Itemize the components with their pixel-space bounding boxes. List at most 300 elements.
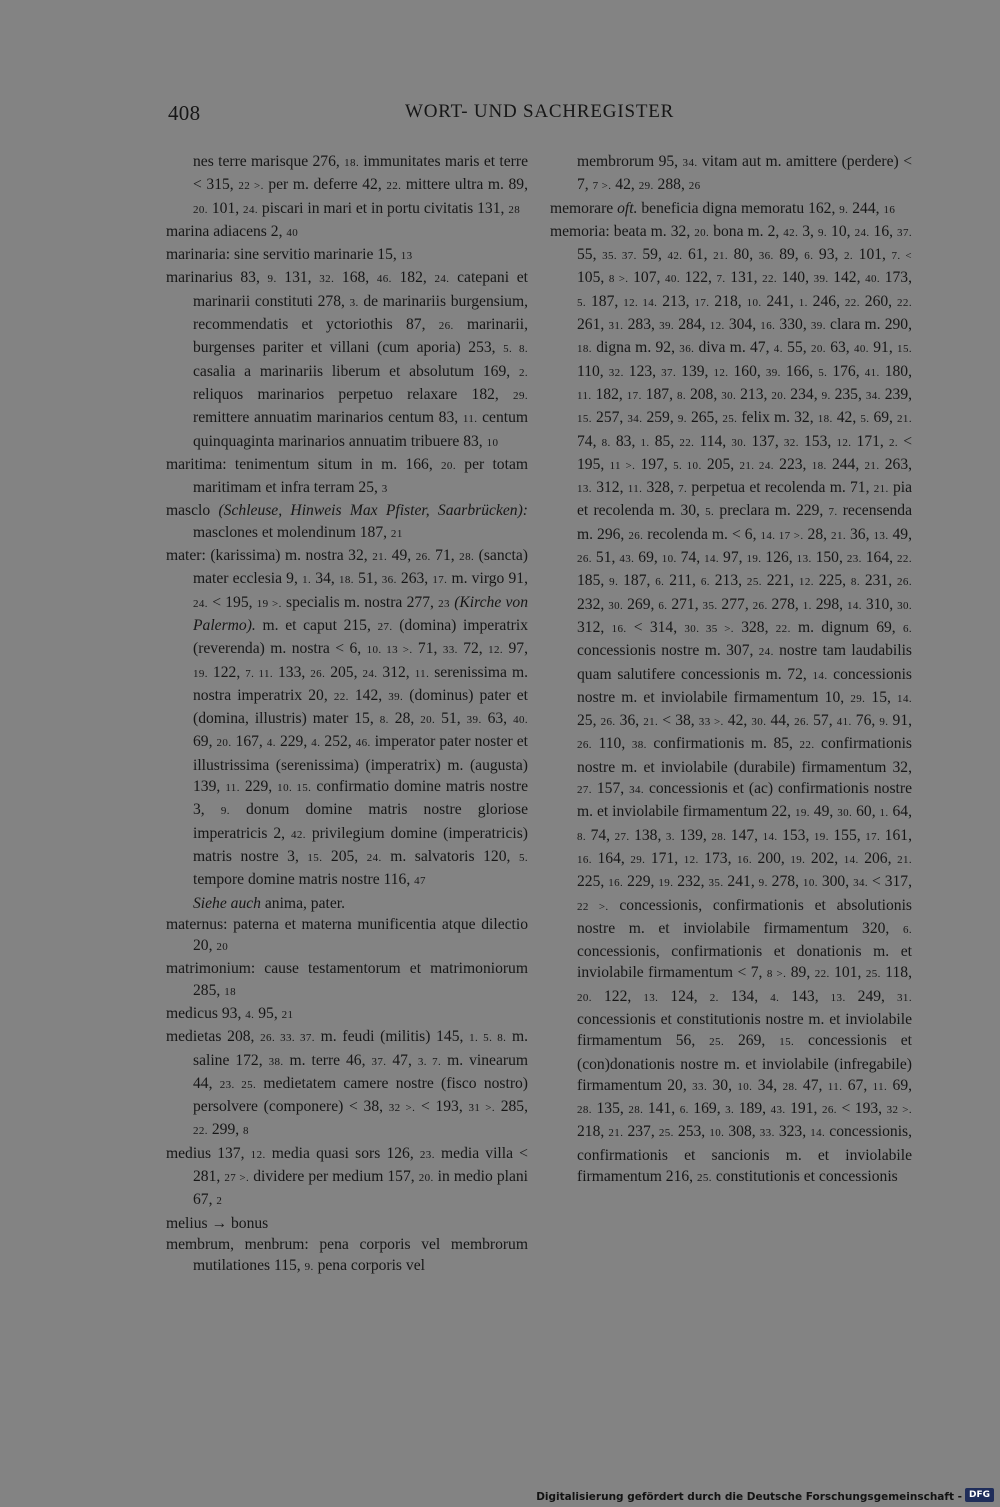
line-reference: 8 >.	[766, 968, 787, 981]
line-reference: 22.	[814, 968, 830, 981]
entry-text: (domina) imperatrix (reverenda) m. nostra < 6,	[193, 616, 528, 658]
entry-text: 51,	[353, 570, 382, 588]
entry-text: 122,	[207, 663, 246, 681]
entry-text: 42,	[832, 409, 861, 427]
line-reference: 20.	[193, 203, 208, 216]
line-reference: 7 >.	[592, 180, 612, 193]
entry-text: 187,	[586, 292, 624, 310]
entry-text: pia et recolenda m. 30,	[577, 479, 912, 520]
line-reference: 46.	[355, 737, 371, 750]
line-reference: 11.	[627, 483, 643, 496]
line-reference: 18.	[817, 413, 833, 426]
entry-text: 229,	[275, 733, 312, 751]
entry-text: 234,	[786, 385, 822, 403]
index-entry	[550, 198, 912, 221]
entry-text: 131,	[725, 269, 763, 287]
line-reference: 24.	[366, 851, 382, 864]
entry-text: 330,	[775, 316, 811, 334]
line-reference: 31.	[608, 320, 624, 333]
entry-text: concessionis nostre m. 307,	[577, 642, 759, 660]
line-reference: 30.	[608, 599, 624, 612]
entry-text: 10,	[827, 222, 855, 240]
index-entry	[166, 1143, 528, 1213]
line-reference: 22.	[775, 622, 791, 635]
line-reference: 39.	[813, 273, 829, 286]
index-entry	[166, 267, 528, 453]
entry-text: concessionis, confirmationis et sancionis m. et inviolabile firmamentum 216,	[577, 1123, 912, 1186]
line-reference: 22.	[897, 553, 912, 566]
entry-text: 153,	[798, 432, 837, 450]
line-reference: 26.	[897, 576, 912, 589]
entry-text: 15,	[865, 688, 898, 706]
line-reference: 22.	[799, 739, 815, 752]
line-reference: 11.	[462, 413, 478, 426]
entry-text: 284,	[674, 316, 710, 334]
line-reference: 14.	[843, 853, 859, 866]
line-reference: 9.	[839, 203, 849, 216]
entry-text: 269,	[623, 595, 659, 613]
line-reference: 25.	[696, 1172, 712, 1185]
entry-text: 271,	[667, 595, 703, 613]
italic-note: Siehe auch	[193, 894, 261, 912]
line-reference: 20	[216, 941, 229, 954]
entry-text: confirmationis nostre m. et inviolabile (durabile) firmamentum 32,	[577, 735, 913, 776]
line-reference: 19.	[813, 830, 829, 843]
line-reference: 18.	[338, 574, 354, 587]
line-reference: 21.	[608, 1127, 624, 1140]
entry-text: 59,	[636, 246, 668, 264]
line-reference: 14. 17 >.	[760, 529, 804, 542]
index-entry	[166, 151, 528, 221]
line-reference: 20.	[216, 737, 232, 750]
line-reference: 34.	[629, 784, 645, 797]
line-reference: 26.	[310, 667, 326, 680]
entry-text: membrorum 95,	[577, 153, 683, 170]
entry-text: (sancta) mater ecclesia 9,	[193, 547, 528, 588]
entry-text: 69,	[193, 733, 217, 751]
entry-text: 72,	[457, 640, 489, 658]
entry-text: 105,	[577, 269, 609, 287]
entry-text: 110,	[591, 735, 632, 753]
line-reference: 17.	[865, 830, 881, 843]
entry-text: 328,	[733, 618, 776, 636]
line-reference: 27 >.	[224, 1172, 250, 1185]
entry-text: 229,	[623, 873, 659, 891]
entry-text: confirmationis m. 85,	[646, 735, 800, 753]
line-reference: 4.	[311, 737, 321, 750]
entry-text: 323,	[774, 1123, 811, 1141]
dfg-logo: DFG	[965, 1488, 994, 1502]
entry-text: masclones et molendinum 187,	[193, 523, 391, 541]
line-reference: 1.	[302, 574, 312, 587]
line-reference: 4.	[266, 737, 276, 750]
entry-text: 169,	[688, 1100, 726, 1118]
entry-text: 197,	[635, 455, 674, 473]
line-reference: 13.	[577, 483, 592, 496]
line-reference: 16.	[611, 622, 627, 635]
entry-text: immunitates maris et terre < 315,	[193, 153, 528, 194]
line-reference: 26. 33. 37.	[260, 1032, 315, 1045]
line-reference: 28.	[459, 551, 475, 564]
entry-text: 252,	[320, 733, 356, 751]
entry-text: 185,	[577, 572, 610, 590]
line-reference: 35. 37.	[602, 250, 637, 263]
entry-text: 189,	[734, 1100, 771, 1118]
line-reference: 10.	[802, 877, 818, 890]
entry-text: 60,	[852, 803, 880, 821]
entry-text: 257,	[591, 409, 628, 427]
entry-text: 299,	[207, 1121, 244, 1139]
line-reference: 20.	[810, 343, 826, 356]
italic-note: (Schleuse, Hinweis Max Pfister, Saarbrücken):	[218, 502, 528, 520]
entry-text: anima, pater.	[260, 894, 345, 912]
line-reference: 31.	[897, 991, 912, 1004]
entry-text: 253,	[673, 1123, 710, 1141]
line-reference: 21.	[897, 853, 913, 866]
entry-text: 265,	[686, 409, 723, 427]
line-reference: 17.	[694, 296, 710, 309]
line-reference: 22 >.	[238, 180, 264, 193]
entry-text: 229,	[239, 778, 278, 796]
line-reference: 6.	[804, 250, 814, 263]
line-reference: 9.	[879, 716, 889, 729]
entry-text: 28,	[803, 525, 832, 543]
entry-text: 49,	[387, 547, 416, 565]
entry-text: 76,	[851, 712, 880, 730]
entry-text: 47,	[386, 1051, 418, 1069]
index-entry	[166, 1213, 528, 1234]
footer-credit: Digitalisierung gefördert durch die Deutsche Forschungsgemeinschaft -	[536, 1491, 962, 1503]
line-reference: 29.	[638, 180, 654, 193]
entry-text: concessionis et (con)donationis nostre m. et inviolabile (infregabile) firmamentum 20,	[577, 1032, 912, 1094]
line-reference: 10. 13 >.	[366, 644, 413, 657]
entry-text: donum domine matris nostre gloriose imperatricis 2,	[193, 801, 529, 842]
line-reference: 14.	[810, 1127, 826, 1140]
entry-text: 42,	[723, 712, 752, 730]
line-reference: 22.	[386, 180, 402, 193]
entry-text: 89,	[786, 964, 815, 982]
entry-text: 157,	[591, 780, 630, 798]
line-reference: 6.	[700, 576, 710, 589]
line-reference: 20.	[694, 226, 710, 239]
line-reference: 1.	[640, 436, 650, 449]
index-entry	[166, 244, 528, 267]
entry-text: m. vinearum 44,	[193, 1051, 528, 1092]
entry-text: tempore domine matris nostre 116,	[193, 871, 415, 889]
entry-text: 64,	[888, 803, 913, 821]
entry-text: media villa < 281,	[193, 1144, 528, 1186]
line-reference: 34.	[865, 389, 881, 402]
line-reference: 11.	[225, 782, 240, 795]
line-reference: 46.	[376, 273, 392, 286]
line-reference: 19.	[746, 553, 762, 566]
entry-text: clara m. 290,	[825, 316, 913, 334]
line-reference: 16.	[608, 877, 624, 890]
index-entry	[166, 1234, 528, 1279]
entry-text: m. dignum 69,	[790, 618, 903, 636]
line-reference: 17.	[626, 389, 642, 402]
entry-text: 244,	[826, 455, 865, 473]
line-reference: 13.	[643, 991, 659, 1004]
entry-text: 133,	[273, 663, 311, 681]
entry-text: 187,	[641, 385, 677, 403]
line-reference: 26.	[752, 599, 768, 612]
line-reference: 26.	[577, 739, 592, 752]
entry-text: m. terre 46,	[283, 1051, 372, 1069]
line-reference: 41.	[864, 366, 880, 379]
entry-text: 187,	[618, 572, 656, 590]
entry-text: nostre tam laudabilis quam salutifere concessionis m. 72,	[577, 642, 912, 683]
line-reference: 5.	[705, 506, 715, 519]
entry-text: 57,	[809, 712, 837, 730]
entry-text: 221,	[761, 572, 799, 590]
entry-text: 55,	[577, 246, 603, 264]
line-reference: 8.	[577, 830, 587, 843]
line-reference: 12.	[683, 853, 699, 866]
entry-text: 155,	[828, 826, 866, 844]
line-reference: 14.	[704, 553, 720, 566]
entry-text: 51,	[591, 549, 620, 567]
line-reference: 26.	[600, 716, 616, 729]
line-reference: 4.	[773, 343, 783, 356]
line-reference: 12.	[836, 436, 852, 449]
line-reference: 40	[286, 226, 299, 239]
line-reference: 18.	[344, 157, 360, 169]
line-reference: 24.	[362, 667, 378, 680]
line-reference: 12.	[488, 644, 504, 657]
line-reference: 7.	[678, 483, 688, 496]
entry-text: vitam aut m. amittere (perdere) < 7,	[577, 153, 912, 194]
entry-text: marinarius 83,	[166, 269, 268, 287]
line-reference: 15.	[779, 1036, 795, 1049]
entry-text: per m. deferre 42,	[263, 176, 387, 194]
line-reference: 19.	[790, 853, 806, 866]
line-reference: 29.	[513, 389, 528, 402]
entry-text: 34,	[311, 570, 339, 588]
line-reference: 10	[486, 436, 499, 449]
index-entry	[166, 1003, 528, 1026]
entry-text: 232,	[673, 873, 709, 891]
index-entry	[166, 500, 528, 545]
line-reference: 31 >.	[468, 1102, 495, 1115]
line-reference: 1.	[802, 599, 812, 612]
entry-text: 16,	[869, 222, 898, 240]
line-reference: 21.	[372, 551, 388, 564]
line-reference: 39.	[765, 366, 781, 379]
entry-text: 44,	[766, 712, 795, 730]
line-reference: 33.	[759, 1127, 775, 1140]
entry-text: 213,	[736, 385, 772, 403]
entry-text: m. et caput 215,	[255, 616, 378, 634]
line-reference: 23	[438, 597, 450, 610]
entry-text: 244,	[848, 199, 884, 217]
entry-text: 126,	[761, 549, 797, 567]
line-reference: 7. <	[891, 250, 913, 263]
line-reference: 33.	[442, 644, 458, 657]
entry-text: 142,	[348, 686, 389, 704]
line-reference: 32.	[319, 273, 335, 286]
line-reference: 37.	[897, 226, 912, 239]
entry-text: matrimonium: cause testamentorum et matrimoniorum 285,	[166, 960, 528, 999]
line-reference: 11 >.	[609, 459, 636, 472]
line-reference: 16	[883, 203, 896, 216]
entry-text: 138,	[629, 826, 666, 844]
entry-text: 171,	[851, 432, 889, 450]
line-reference: 12.	[709, 320, 725, 333]
entry-text: 225,	[813, 572, 851, 590]
entry-text: 231,	[859, 572, 898, 590]
entry-text: 277,	[717, 595, 753, 613]
line-reference: 24.	[193, 597, 208, 610]
line-reference: 12.	[798, 576, 814, 589]
line-reference: 3	[381, 483, 388, 496]
entry-text: 123,	[623, 362, 662, 380]
entry-text: 89,	[773, 246, 805, 264]
entry-text: marina adiacens 2,	[166, 222, 287, 240]
line-reference: 3.	[665, 830, 675, 843]
line-reference: 19 >.	[256, 597, 282, 610]
entry-text: 124,	[658, 987, 710, 1005]
page-number: 408	[168, 101, 201, 125]
entry-text: medius 137,	[166, 1144, 251, 1162]
entry-text: 101,	[829, 964, 866, 982]
entry-text: 69,	[869, 409, 898, 427]
entry-text: 241,	[761, 292, 799, 310]
line-reference: 36.	[679, 343, 695, 356]
entry-text: 312,	[577, 618, 612, 636]
line-reference: 23. 25.	[219, 1078, 257, 1091]
entry-text: 147,	[726, 826, 763, 844]
line-reference: 39.	[388, 690, 404, 703]
entry-text: 223,	[773, 455, 812, 473]
line-reference: 36.	[381, 574, 397, 587]
line-reference: 10. 15.	[277, 782, 312, 795]
line-reference: 34.	[682, 157, 698, 169]
entry-text: reliquos marinarios perpetuo relaxare 182,	[193, 385, 514, 403]
entry-text: < 193,	[836, 1100, 887, 1118]
entry-text: 30,	[707, 1076, 738, 1094]
line-reference: 8.	[676, 389, 686, 402]
entry-text: masclo	[166, 502, 219, 520]
entry-text: serenissima m. nostra imperatrix 20,	[193, 663, 528, 704]
line-reference: 24.	[243, 203, 258, 216]
entry-text: concessionis et (ac) confirmationis nostre m. et inviolabile firmamentum 22,	[577, 780, 912, 821]
line-reference: 24.	[854, 226, 870, 239]
line-reference: 39.	[466, 714, 482, 727]
line-reference: 41.	[836, 716, 852, 729]
line-reference: 21.	[713, 250, 729, 263]
line-reference: 21	[390, 527, 403, 540]
entry-text: 61,	[682, 246, 714, 264]
entry-text: per totam maritimam et infra terram 25,	[193, 455, 528, 497]
entry-text: centum quinquaginta marinarios annuatim tribuere 83,	[193, 409, 528, 450]
entry-text: 97,	[503, 640, 528, 658]
index-entry	[166, 1026, 528, 1142]
entry-text: 91,	[888, 712, 913, 730]
line-reference: 12.	[713, 366, 729, 379]
line-reference: 3. 7.	[417, 1055, 442, 1068]
line-reference: 2	[216, 1195, 223, 1208]
line-reference: 5. 8.	[503, 343, 529, 356]
entry-text: 34,	[752, 1076, 783, 1094]
entry-text: 150,	[811, 549, 847, 567]
entry-text: preclara m. 229,	[714, 502, 829, 520]
entry-text: 36,	[846, 525, 874, 543]
line-reference: 21.	[864, 459, 880, 472]
entry-text: perpetua et recolenda m. 71,	[687, 479, 874, 497]
entry-text: < 317,	[868, 873, 912, 891]
entry-text: m. saline 172,	[193, 1028, 528, 1069]
entry-text: pena corporis vel	[313, 1257, 425, 1275]
line-reference: 5.	[860, 413, 870, 426]
entry-text: casalia a marinariis liberum et absolutum 169,	[193, 362, 519, 380]
entry-text: 93,	[813, 246, 845, 264]
entry-text: 200,	[751, 849, 791, 867]
line-reference: 7.	[716, 273, 726, 286]
entry-text: m. salvatoris 120,	[381, 847, 519, 865]
line-reference: 42.	[290, 828, 306, 841]
entry-text: 134,	[718, 987, 771, 1005]
line-reference: 16.	[737, 853, 752, 866]
entry-text: remittere annuatim marinarios centum 83,	[193, 409, 463, 427]
line-reference: 26.	[415, 551, 431, 564]
entry-text: 3,	[798, 222, 818, 240]
line-reference: 6.	[655, 576, 665, 589]
entry-text: < 193,	[415, 1098, 469, 1116]
entry-text: 95,	[254, 1004, 282, 1022]
entry-text: 161,	[880, 826, 912, 844]
line-reference: 2.	[844, 250, 854, 263]
line-reference: 4.	[770, 991, 780, 1004]
entry-text: 167,	[231, 733, 267, 751]
entry-text: recolenda m. < 6,	[643, 525, 761, 543]
entry-text: 235,	[830, 385, 866, 403]
entry-text: maternus: paterna et materna munificentia atque dilectio 20,	[166, 915, 528, 955]
line-reference: 25.	[746, 576, 762, 589]
line-reference: 3.	[725, 1104, 735, 1117]
entry-text: piscari in mari et in portu civitatis 131,	[258, 199, 509, 217]
left-column	[166, 151, 528, 1279]
entry-text: 122,	[591, 987, 644, 1005]
line-reference: 28.	[782, 1080, 798, 1093]
line-reference: 8 >.	[608, 273, 629, 286]
line-reference: 30. 35 >.	[684, 622, 734, 635]
entry-text: nes terre marisque 276,	[193, 153, 345, 170]
entry-text: 182,	[391, 269, 435, 287]
entry-text: privilegium domine (imperatricis) matris nostre 3,	[193, 824, 529, 865]
line-reference: 6.	[902, 622, 913, 635]
entry-text: 141,	[643, 1100, 680, 1118]
line-reference: 9.	[220, 805, 230, 818]
line-reference: 22 >.	[577, 900, 609, 913]
line-reference: 24.	[758, 646, 774, 659]
entry-text: beneficia digna memoratu 162,	[637, 199, 840, 217]
entry-text: 298,	[811, 595, 847, 613]
entry-text: bona m. 2,	[709, 222, 784, 240]
entry-text: 168,	[334, 269, 377, 287]
entry-text: mater: (karissima) m. nostra 32,	[166, 547, 373, 565]
entry-text: mittere ultra m. 89,	[401, 176, 529, 194]
entry-text: 74,	[676, 549, 705, 567]
line-reference: 42.	[667, 250, 683, 263]
line-reference: 22.	[333, 690, 349, 703]
entry-text: memorare	[550, 199, 618, 217]
line-reference: 13.	[873, 529, 889, 542]
line-reference: 25.	[865, 968, 881, 981]
entry-text: felix m. 32,	[737, 409, 818, 427]
entry-text: medicus 93,	[166, 1004, 246, 1022]
line-reference: 33.	[692, 1080, 708, 1093]
